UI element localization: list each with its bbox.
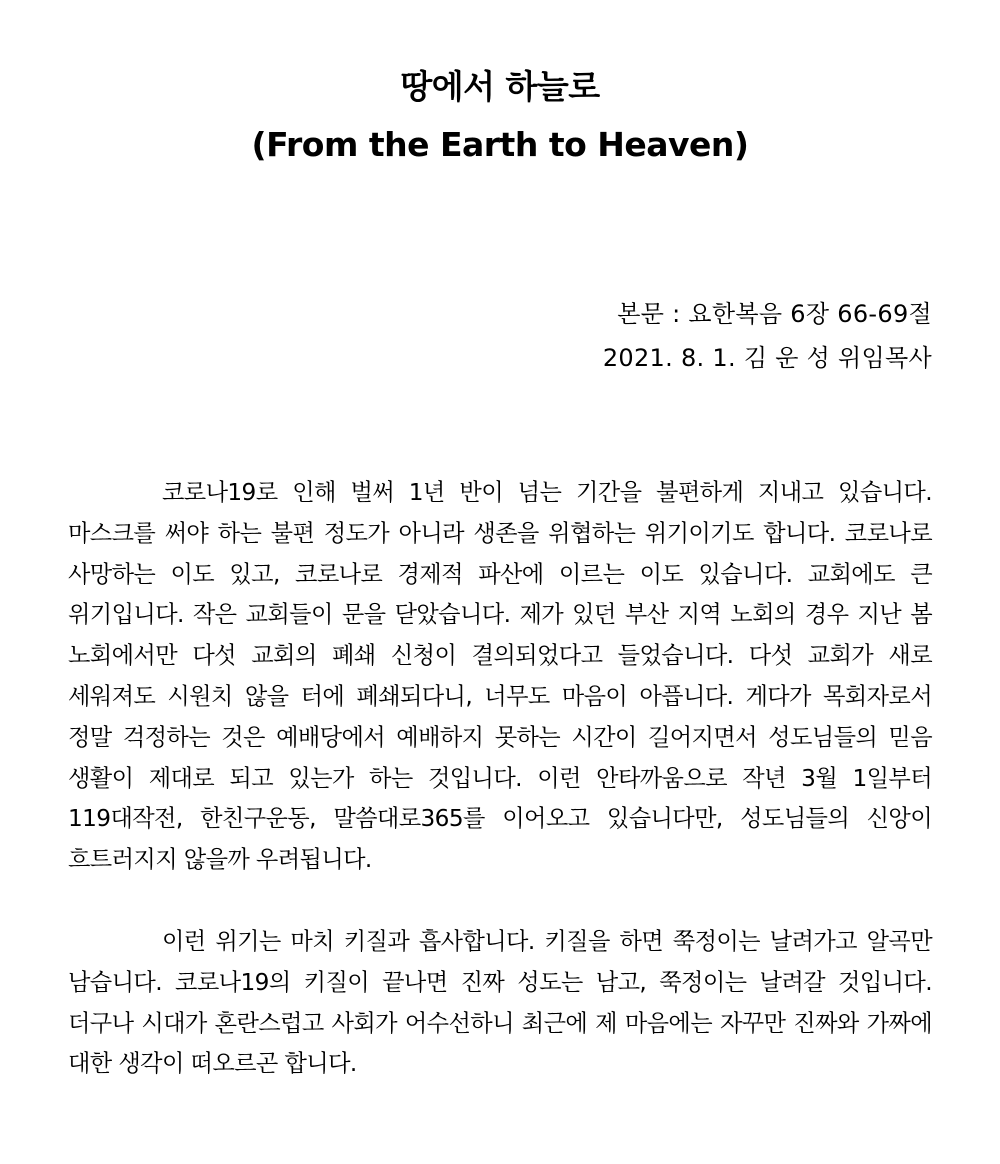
sermon-meta bbox=[603, 292, 932, 380]
date-and-preacher: 2021. 8. 1. 김 운 성 위임목사 bbox=[602, 344, 932, 372]
body-paragraph: 이런 위기는 마치 키질과 흡사합니다. 키질을 하면 쭉정이는 날려가고 알곡만 남습니다. 코로나19의 키질이 끝나면 진짜 성도는 남고, 쭉정이는 날려갈 것입니다. 더구나 시대가 혼란스럽고 사회가 어수선하니 최근에 제 마음에는 자꾸만 진짜와 가짜에 대한 생각이 떠오르곤 합니다. bbox=[68, 927, 932, 1078]
title-block bbox=[0, 58, 1000, 174]
scripture-reference: 본문 : 요한복음 6장 66-69절 bbox=[617, 300, 932, 328]
sermon-body bbox=[68, 473, 932, 1085]
body-paragraph: 코로나19로 인해 벌써 1년 반이 넘는 기간을 불편하게 지내고 있습니다. 마스크를 써야 하는 불편 정도가 아니라 생존을 위협하는 위기이기도 합니다. 코로나로 사망하는 이도 있고, 코로나로 경제적 파산에 이르는 이도 있습니다. 교회에도 큰 위기입니다. 작은 교회들이 문을 닫았습니다. 제가 있던 부산 지역 노회의 경우 지난 봄 노회에서만 다섯 교회의 폐쇄 신청이 결의되었다고 들었습니다. 다섯 교회가 새로 세워져도 시원치 않을 터에 폐쇄되다니, 너무도 마음이 아픕니다. 게다가 목회자로서 정말 걱정하는 것은 예배당에서 예배하지 못하는 시간이 길어지면서 성도님들의 믿음 생활이 제대로 되고 있는가 하는 것입니다. 이런 안타까움으로 작년 3월 1일부터 119대작전, 한친구운동, 말씀대로365를 이어오고 있습니다만, 성도님들의 신앙이 흐트러지지 않을까 우려됩니다. bbox=[68, 479, 932, 874]
sermon-title-english: (From the Earth to Heaven) bbox=[251, 125, 749, 164]
sermon-title-korean: 땅에서 하늘로 bbox=[400, 67, 600, 106]
